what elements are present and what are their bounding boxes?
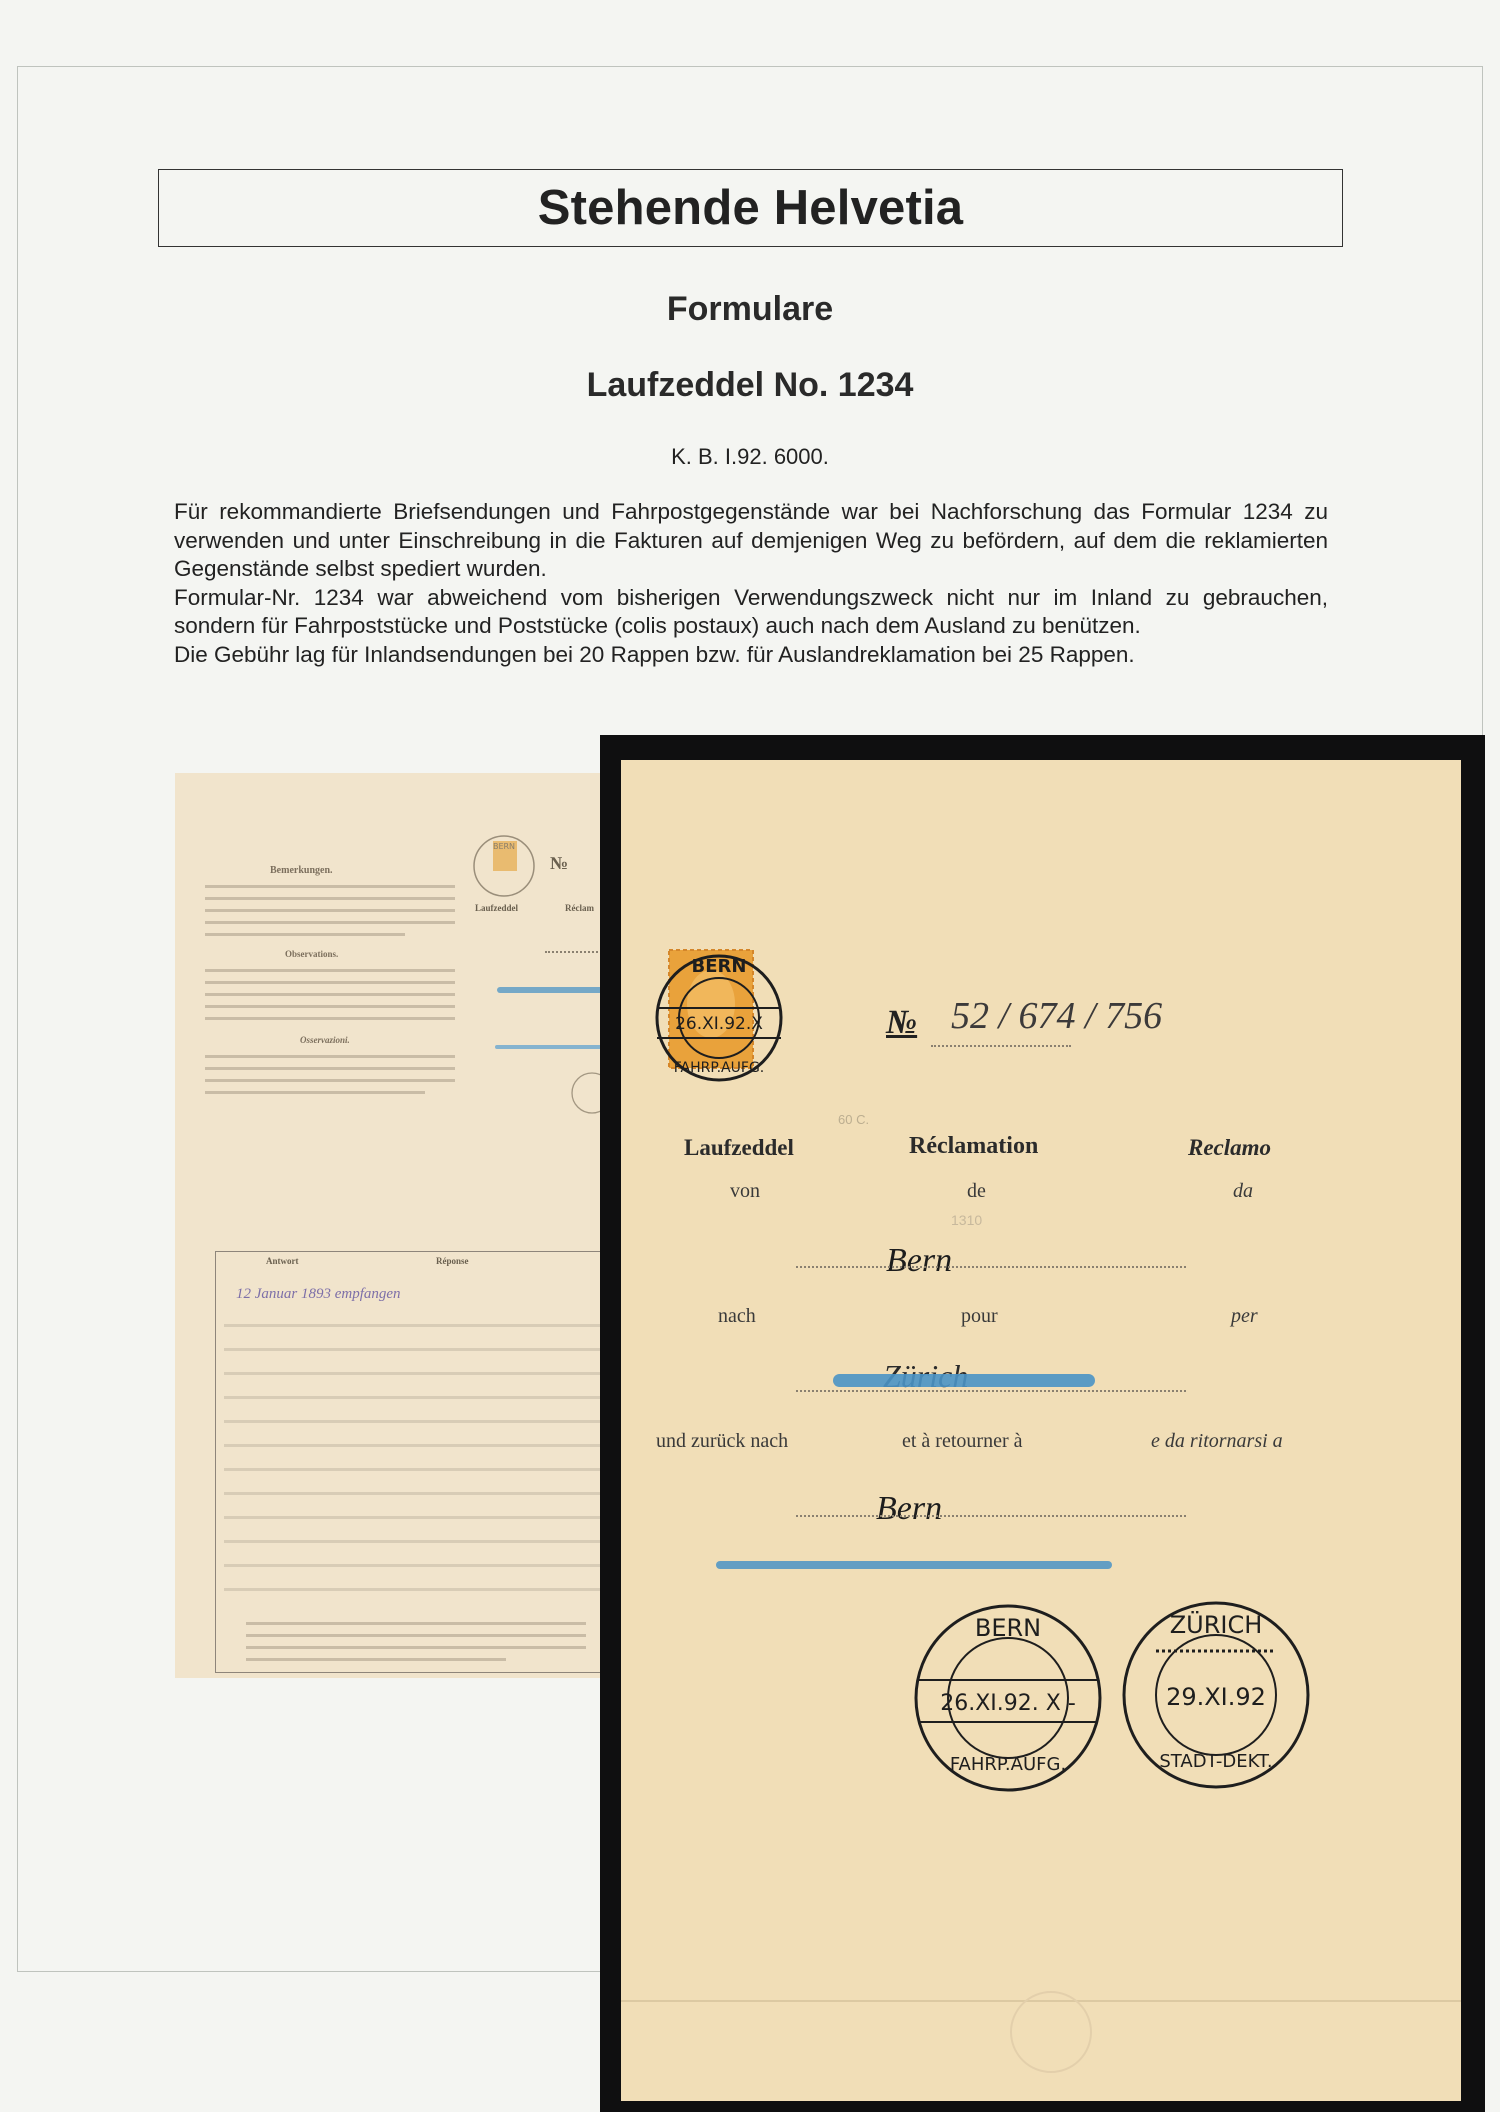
label-de: de: [967, 1180, 986, 1202]
form-number-label: №: [886, 1004, 918, 1041]
form-front-sheet: [621, 760, 1461, 2101]
back-postmark: [471, 833, 537, 899]
form-number-handwritten: 52 / 674 / 756: [951, 995, 1163, 1037]
back-blue-crayon: [495, 1045, 605, 1049]
description-paragraph: Für rekommandierte Briefsendungen und Fahrpostgegenstände war bei Nachforschung das Formular 1234 zu verwenden und unter Einschreibung in die Fakturen auf demjenigen Weg zu befördern, auf dem die reklamierten Gegenstände selbst spediert wurden.: [174, 499, 1328, 581]
zurich-postmark-date: 29.XI.92: [1166, 1683, 1266, 1711]
zurich-postmark: [1116, 1595, 1316, 1795]
title-box: [158, 169, 1343, 247]
back-heading: Observations.: [285, 949, 339, 959]
form-code: K. B. I.92. 6000.: [671, 444, 829, 469]
back-number-label: №: [550, 853, 569, 873]
description-paragraph: Die Gebühr lag für Inlandsendungen bei 20 Rappen bzw. für Auslandreklamation bei 25 Rappen.: [174, 641, 1135, 667]
back-response-box: [215, 1251, 612, 1673]
bern-postmark-bottom: FAHRP.AUFG.: [949, 1754, 1067, 1775]
label-nach: nach: [718, 1305, 756, 1327]
back-heading: Laufzeddel: [475, 903, 519, 913]
from-note: 1310: [951, 1212, 983, 1228]
description: [174, 498, 1328, 669]
label-pour: pour: [961, 1305, 998, 1327]
back-heading: Bemerkungen.: [270, 865, 333, 876]
zurich-postmark-bottom: STADT-DEKT.: [1159, 1751, 1273, 1772]
label-da: da: [1233, 1180, 1253, 1202]
description-paragraph: Formular-Nr. 1234 war abweichend vom bisherigen Verwendungszweck nicht nur im Inland zu gebrauchen, sondern für Fahrpoststücke und Poststücke (colis postaux) auch nach dem Ausland zu benützen.: [174, 584, 1328, 638]
header-italian: Reclamo: [1188, 1135, 1272, 1160]
back-blue-crayon: [497, 987, 605, 993]
helvetia-stamp: [643, 942, 793, 1092]
back-heading: Antwort: [266, 1256, 299, 1266]
back-handwriting: 12 Januar 1893 empfangen: [236, 1286, 401, 1302]
bern-postmark-date: 26.XI.92. X -: [940, 1691, 1076, 1716]
label-von: von: [730, 1180, 760, 1202]
blue-crayon-mark: [833, 1374, 1095, 1387]
form-back-sheet: [175, 773, 605, 1678]
margin-note: 60 C.: [838, 1112, 870, 1127]
back-stamp-label: BERN: [492, 842, 516, 851]
page-title: Stehende Helvetia: [537, 181, 964, 235]
subtitle: Formulare: [666, 290, 834, 328]
label-und-zurueck-nach: und zurück nach: [656, 1430, 789, 1452]
label-per: per: [1231, 1305, 1258, 1327]
back-heading: Réclam: [565, 903, 594, 913]
stamp-cancel-bottom: FAHRP.AUFG.: [673, 1060, 765, 1076]
header-french: Réclamation: [909, 1133, 1039, 1159]
label-et-a-retourner-a: et à retourner à: [902, 1430, 1023, 1452]
section-title: Laufzeddel No. 1234: [586, 366, 914, 404]
bern-postmark: [908, 1598, 1108, 1798]
label-e-da-ritornarsi-a: e da ritornarsi a: [1151, 1430, 1283, 1452]
faint-postmark: [1001, 1982, 1101, 2082]
stamp-cancel-top: BERN: [691, 956, 747, 977]
header-german: Laufzeddel: [684, 1135, 794, 1160]
bern-postmark-top: BERN: [974, 1614, 1042, 1642]
back-heading: Osservazioni.: [300, 1035, 350, 1045]
blue-crayon-mark: [716, 1561, 1112, 1569]
zurich-postmark-top: ZÜRICH: [1169, 1611, 1263, 1639]
from-value: Bern: [886, 1242, 953, 1279]
return-value: Bern: [876, 1490, 943, 1527]
back-heading: Réponse: [436, 1256, 469, 1266]
stamp-cancel-date: 26.XI.92.X: [675, 1014, 763, 1034]
